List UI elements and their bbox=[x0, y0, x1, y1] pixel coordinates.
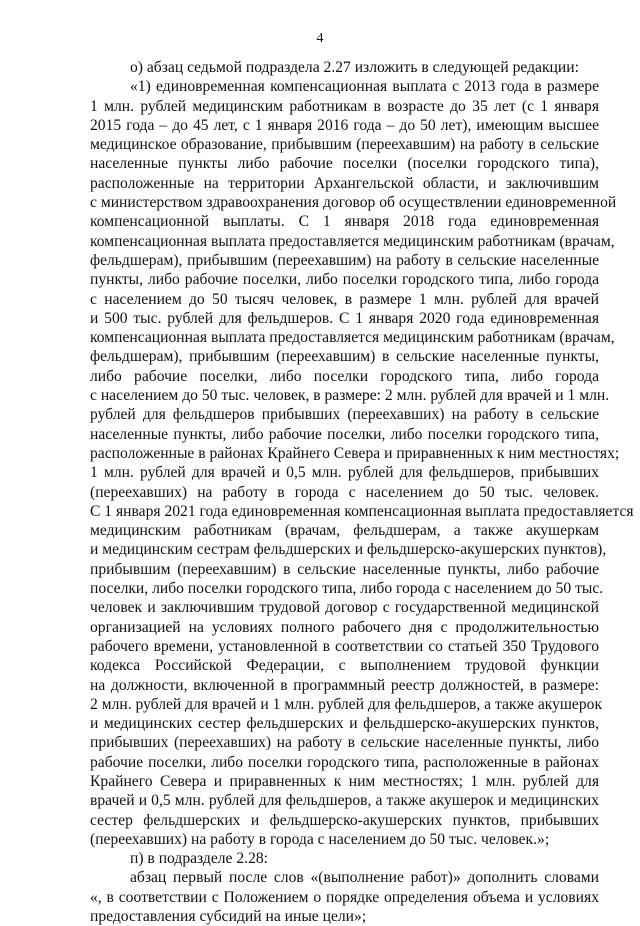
text-line: и медицинским сестрам фельдшерских и фельдшерско-акушерских пунктов), bbox=[90, 541, 607, 559]
text-line: «, в соответствии с Положением о порядке определения объема и условиях bbox=[90, 888, 599, 906]
text-line: с населением до 50 тыс. человек, в размере: 2 млн. рублей для врачей и 1 млн. bbox=[90, 387, 610, 405]
text-line: фельдшерам), прибывшим (переехавшим) на работу в сельские населенные bbox=[90, 251, 599, 269]
text-line: С 1 января 2021 года единовременная компенсационная выплата предоставляется bbox=[90, 502, 634, 520]
text-line: 2015 года – до 45 лет, с 1 января 2016 года – до 50 лет), имеющим высшее bbox=[90, 116, 599, 134]
text-line: фельдшерам), прибывшим (переехавшим) в сельские населенные пункты, bbox=[90, 348, 599, 366]
text-line: п) в подразделе 2.28: bbox=[130, 850, 268, 868]
text-line: с министерством здравоохранения договор об осуществлении единовременной bbox=[90, 194, 617, 212]
text-line: расположенные в районах Крайнего Севера и приравненных к ним местностях; bbox=[90, 444, 620, 462]
text-line: абзац первый после слов «(выполнение работ)» дополнить словами bbox=[130, 869, 599, 887]
document-body bbox=[90, 58, 634, 926]
text-line: организацией на условиях полного рабочего дня с продолжительностью bbox=[90, 618, 599, 636]
text-line: предоставления субсидий на иные цели»; bbox=[90, 908, 367, 926]
text-line: (переехавших) на работу в города с населением до 50 тыс. человек. bbox=[90, 483, 599, 501]
text-line: либо рабочие поселки, либо поселки городского типа, либо города bbox=[90, 367, 599, 385]
text-line: о) абзац седьмой подраздела 2.27 изложить в следующей редакции: bbox=[130, 59, 579, 76]
page-number: 4 bbox=[316, 31, 324, 46]
text-line: прибывшим (переехавшим) в сельские населенные пункты, либо рабочие bbox=[90, 560, 599, 578]
text-line: компенсационная выплата предоставляется медицинским работникам (врачам, bbox=[90, 329, 615, 347]
text-line: поселки, либо поселки городского типа, либо города с населением до 50 тыс. bbox=[90, 580, 604, 598]
text-line: врачей и 0,5 млн. рублей для фельдшеров, а также акушерок и медицинских bbox=[90, 792, 599, 810]
text-line: кодекса Российской Федерации, с выполнением трудовой функции bbox=[90, 657, 599, 675]
text-line: пункты, либо рабочие поселки, либо поселки городского типа, либо города bbox=[90, 271, 599, 289]
text-line: 1 млн. рублей медицинским работникам в возрасте до 35 лет (с 1 января bbox=[90, 97, 599, 115]
text-line: 2 млн. рублей для врачей и 1 млн. рублей для фельдшеров, а также акушерок bbox=[90, 695, 603, 713]
text-line: населенные пункты либо рабочие поселки (поселки городского типа), bbox=[90, 155, 599, 173]
text-line: рабочие поселки, либо поселки городского типа, расположенные в районах bbox=[90, 753, 599, 771]
text-line: на должности, включенной в программный реестр должностей, в размере: bbox=[90, 676, 599, 694]
text-line: расположенные на территории Архангельской области, и заключившим bbox=[90, 174, 599, 192]
text-line: Крайнего Севера и приравненных к ним местностях; 1 млн. рублей для bbox=[90, 772, 599, 790]
text-line: и медицинских сестер фельдшерских и фельдшерско-акушерских пунктов, bbox=[90, 715, 599, 733]
text-line: 1 млн. рублей для врачей и 0,5 млн. рублей для фельдшеров, прибывших bbox=[90, 464, 599, 482]
text-line: рублей для фельдшеров прибывших (переехавших) на работу в сельские bbox=[90, 406, 599, 424]
text-line: сестер фельдшерских и фельдшерско-акушерских пунктов, прибывших bbox=[90, 811, 599, 829]
text-line: населенные пункты, либо рабочие поселки, либо поселки городского типа, bbox=[90, 425, 599, 443]
text-line: с населением до 50 тысяч человек, в размере 1 млн. рублей для врачей bbox=[90, 290, 599, 308]
text-line: медицинским работникам (врачам, фельдшерам, а также акушеркам bbox=[90, 522, 599, 540]
text-line: (переехавших) на работу в города с населением до 50 тыс. человек.»; bbox=[90, 830, 550, 848]
text-line: медицинское образование, прибывшим (переехавшим) на работу в сельские bbox=[90, 136, 599, 154]
text-line: компенсационной выплаты. С 1 января 2018 года единовременная bbox=[90, 213, 599, 231]
text-line: и 500 тыс. рублей для фельдшеров. С 1 января 2020 года единовременная bbox=[90, 309, 599, 327]
text-line: «1) единовременная компенсационная выплата с 2013 года в размере bbox=[130, 78, 599, 96]
text-line: человек и заключившим трудовой договор с государственной медицинской bbox=[90, 599, 599, 617]
text-line: прибывших (переехавших) на работу в сельские населенные пункты, либо bbox=[90, 734, 599, 752]
text-line: компенсационная выплата предоставляется медицинским работникам (врачам, bbox=[90, 232, 615, 250]
text-line: рабочего времени, установленной в соответствии со статьей 350 Трудового bbox=[90, 637, 599, 655]
